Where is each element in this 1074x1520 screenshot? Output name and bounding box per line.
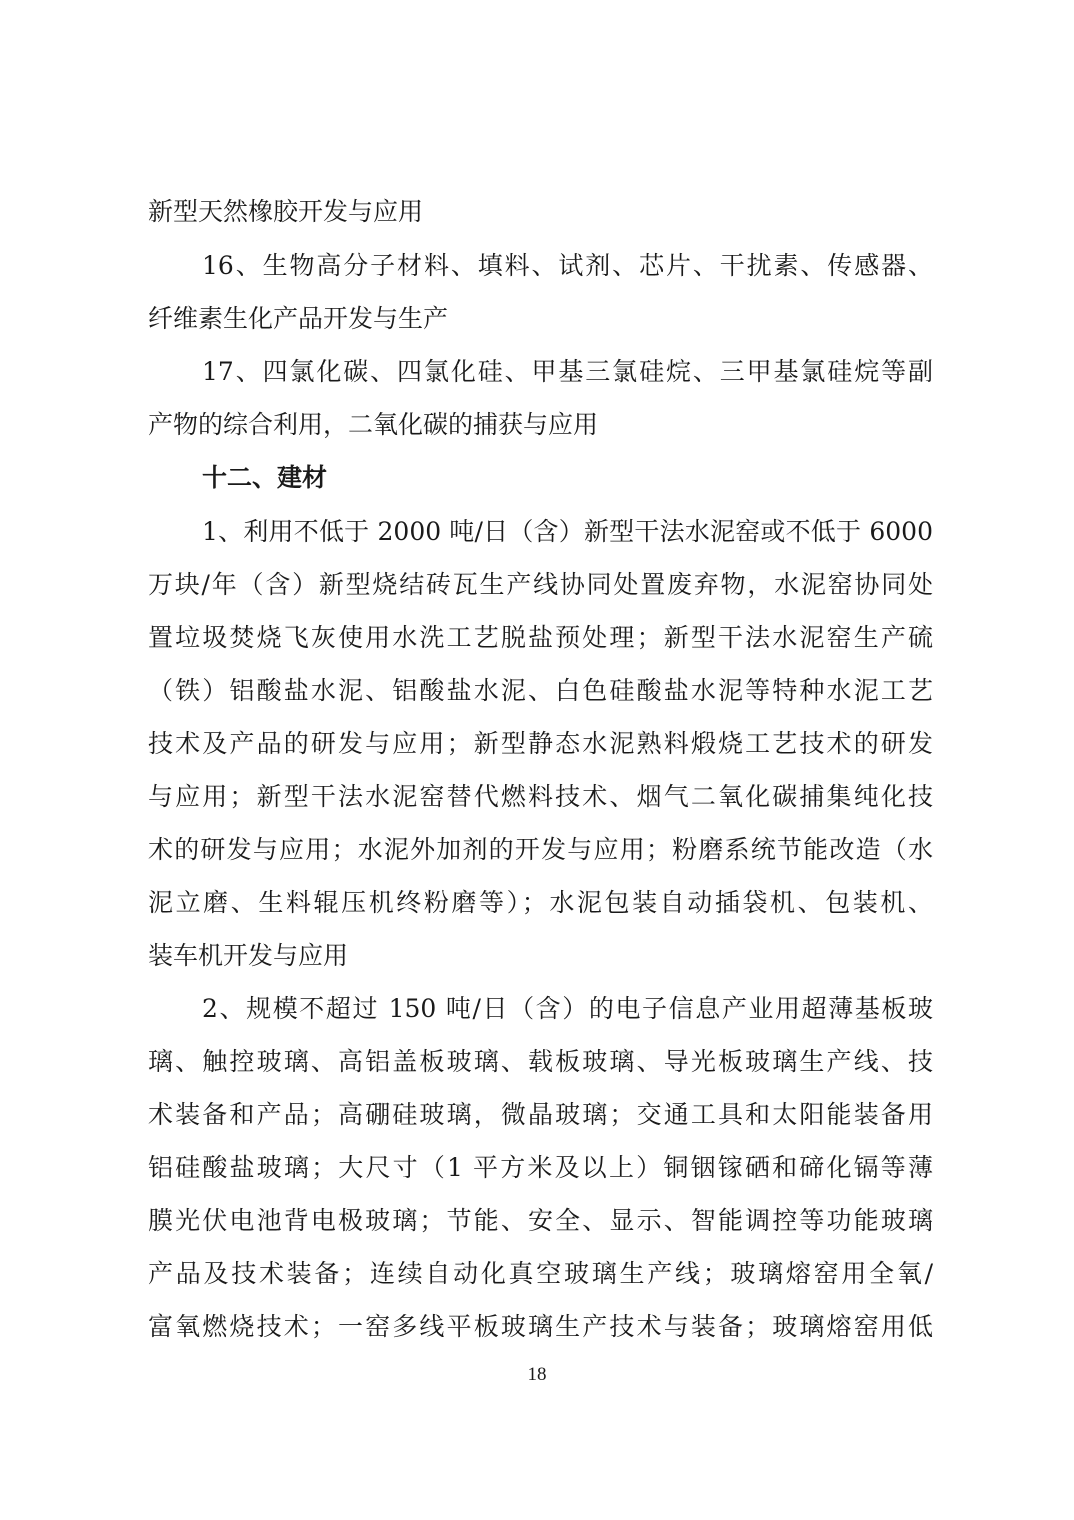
- text-line: 术装备和产品；高硼硅玻璃，微晶玻璃；交通工具和太阳能装备用: [148, 1100, 933, 1129]
- section-heading: 十二、建材: [202, 463, 328, 492]
- text-line: 产物的综合利用，二氧化碳的捕获与应用: [148, 410, 599, 439]
- text-line: 术的研发与应用；水泥外加剂的开发与应用；粉磨系统节能改造（水: [148, 835, 933, 864]
- text-line: 装车机开发与应用: [148, 941, 349, 970]
- text-line: 富氧燃烧技术；一窑多线平板玻璃生产技术与装备；玻璃熔窑用低: [148, 1312, 933, 1341]
- text-line: 技术及产品的研发与应用；新型静态水泥熟料煅烧工艺技术的研发: [148, 729, 933, 758]
- text-line: 纤维素生化产品开发与生产: [148, 304, 449, 333]
- text-line: 置垃圾焚烧飞灰使用水洗工艺脱盐预处理；新型干法水泥窑生产硫: [148, 623, 933, 652]
- text-line: 璃、触控玻璃、高铝盖板玻璃、载板玻璃、导光板玻璃生产线、技: [148, 1047, 933, 1076]
- text-line: 与应用；新型干法水泥窑替代燃料技术、烟气二氧化碳捕集纯化技: [148, 782, 933, 811]
- text-line: 铝硅酸盐玻璃；大尺寸（1 平方米及以上）铜铟镓硒和碲化镉等薄: [148, 1153, 933, 1182]
- text-line: 膜光伏电池背电极玻璃；节能、安全、显示、智能调控等功能玻璃: [148, 1206, 933, 1235]
- text-line: 产品及技术装备；连续自动化真空玻璃生产线；玻璃熔窑用全氧/: [148, 1259, 933, 1288]
- text-line: 万块/年（含）新型烧结砖瓦生产线协同处置废弃物，水泥窑协同处: [148, 570, 933, 599]
- text-line: （铁）铝酸盐水泥、铝酸盐水泥、白色硅酸盐水泥等特种水泥工艺: [148, 676, 933, 705]
- text-line: 16、生物高分子材料、填料、试剂、芯片、干扰素、传感器、: [202, 251, 933, 280]
- text-line: 2、规模不超过 150 吨/日（含）的电子信息产业用超薄基板玻: [202, 994, 933, 1023]
- text-line: 泥立磨、生料辊压机终粉磨等）；水泥包装自动插袋机、包装机、: [148, 888, 933, 917]
- page-number: 18: [527, 1364, 547, 1385]
- text-line: 17、四氯化碳、四氯化硅、甲基三氯硅烷、三甲基氯硅烷等副: [202, 357, 933, 386]
- text-line: 1、利用不低于 2000 吨/日（含）新型干法水泥窑或不低于 6000: [202, 517, 933, 546]
- text-line: 新型天然橡胶开发与应用: [148, 197, 424, 226]
